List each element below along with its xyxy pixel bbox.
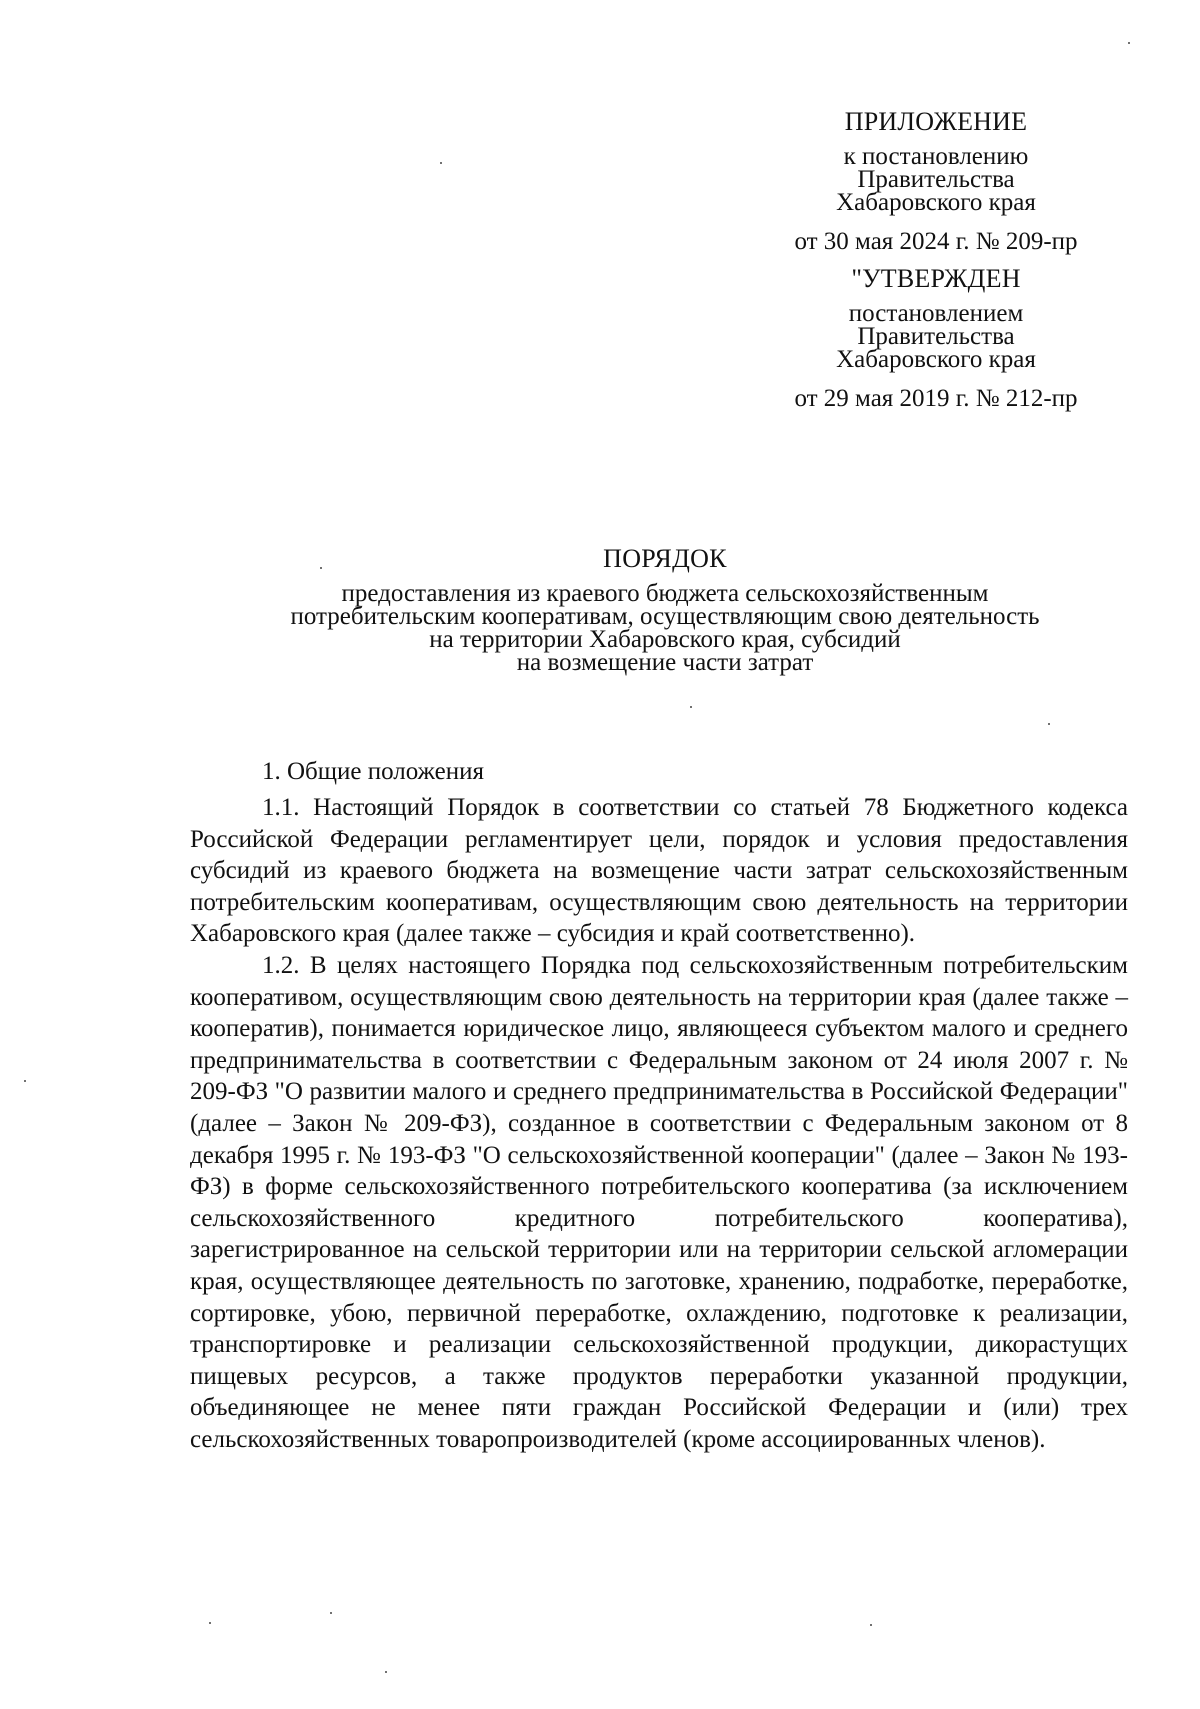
appendix-line: Хабаровского края <box>836 189 1036 216</box>
approved-date-number: от 29 мая 2019 г. № 212-пр <box>794 385 1078 412</box>
appendix-line: к постановлению <box>843 143 1029 170</box>
paragraph-1-1: 1.1. Настоящий Порядок в соответствии со статьей 78 Бюджетного кодекса Российской Федерации регламентирует цели, порядок и условия предоставления субсидий из краевого бюджета на возмещение части затрат сельскохозяйственным потребительским кооперативам, осуществляющим свою деятельность на территории Хабаровского края (далее также – субсидия и край соответственно). <box>190 794 1128 948</box>
appendix-heading: ПРИЛОЖЕНИЕ <box>844 107 1028 136</box>
subtitle-line: на территории Хабаровского края, субсидий <box>429 626 901 653</box>
approved-line: постановлением <box>848 300 1024 327</box>
appendix-block <box>756 107 1116 424</box>
appendix-line: Правительства <box>857 166 1015 193</box>
document-body <box>190 792 1128 1455</box>
subtitle-line: предоставления из краевого бюджета сельскохозяйственным <box>341 580 989 607</box>
approved-line: Правительства <box>857 323 1015 350</box>
document-subtitle <box>180 582 1150 674</box>
subtitle-line: на возмещение части затрат <box>516 649 814 676</box>
section-heading: 1. Общие положения <box>262 758 484 785</box>
approved-heading: "УТВЕРЖДЕН <box>851 264 1021 293</box>
approved-line: Хабаровского края <box>836 346 1036 373</box>
appendix-date-number: от 30 мая 2024 г. № 209-пр <box>794 228 1078 255</box>
document-title: ПОРЯДОК <box>603 544 727 573</box>
subtitle-line: потребительским кооперативам, осуществляющим свою деятельность <box>290 603 1040 630</box>
paragraph-1-2: 1.2. В целях настоящего Порядка под сельскохозяйственным потребительским кооперативом, осуществляющим свою деятельность на территории края (далее также – кооператив), понимается юридическое лицо, являющееся субъектом малого и среднего предпринимательства в соответствии с Федеральным законом от 24 июля 2007 г. № 209-ФЗ "О развитии малого и среднего предпринимательства в Российской Федерации" (далее – Закон № 209-ФЗ), созданное в соответствии с Федеральным законом от 8 декабря 1995 г. № 193-ФЗ "О сельскохозяйственной кооперации" (далее – Закон № 193-ФЗ) в форме сельскохозяйственного потребительского кооператива (за исключением сельскохозяйственного кредитного потребительского кооператива), зарегистрированное на сельской территории или на территории сельской агломерации края, осуществляющее деятельность по заготовке, хранению, подработке, переработке, сортировке, убою, первичной переработке, охлаждению, подготовке к реализации, транспортировке и реализации сельскохозяйственной продукции, дикорастущих пищевых ресурсов, а также продуктов переработки указанной продукции, объединяющее не менее пяти граждан Российской Федерации и (или) трех сельскохозяйственных товаропроизводителей (кроме ассоциированных членов). <box>190 951 1128 1453</box>
